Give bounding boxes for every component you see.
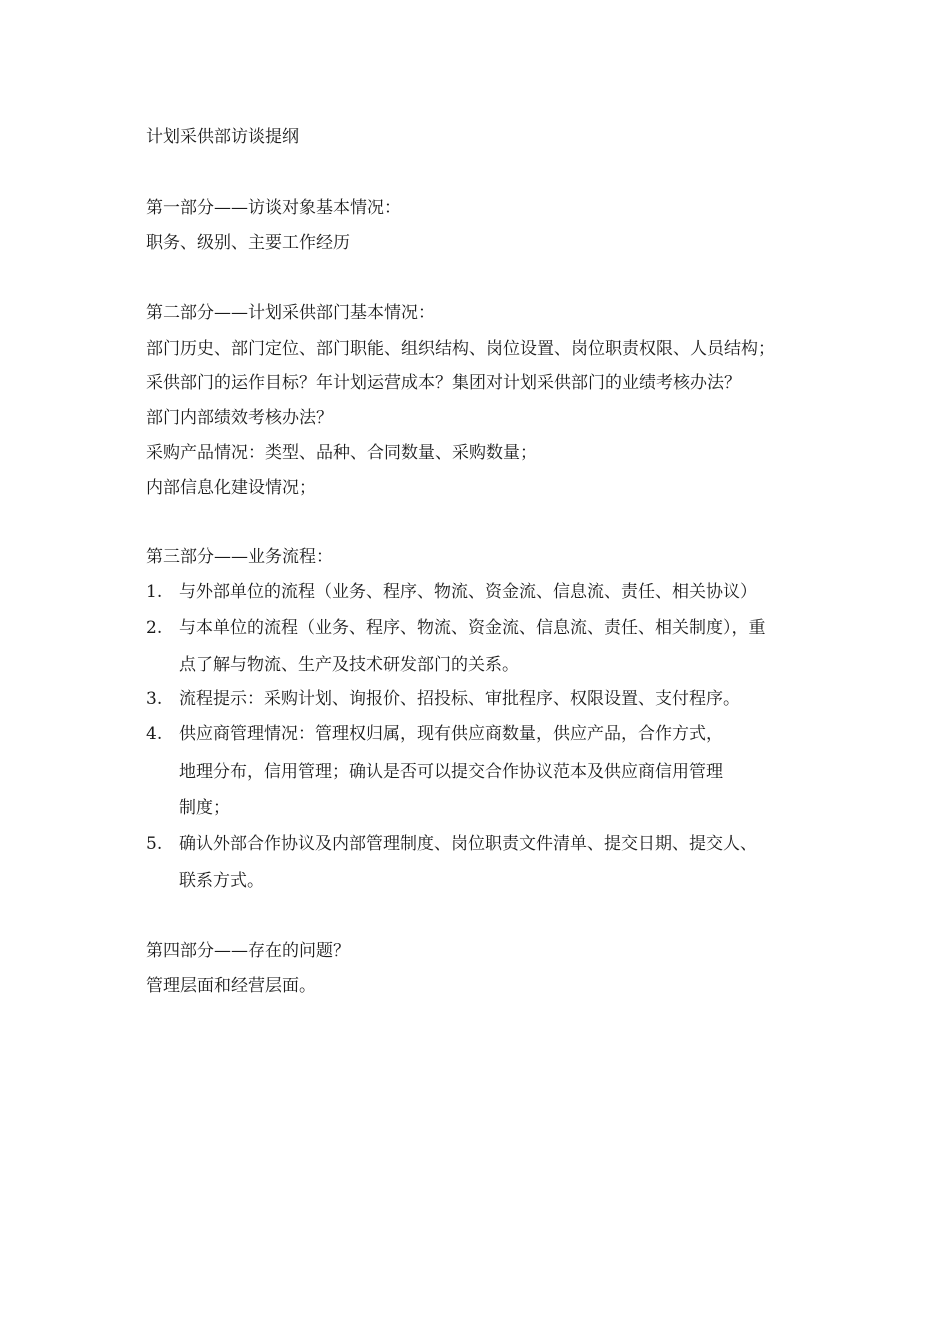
list-item-text: 制度； [179, 798, 230, 818]
list-item-number: 1. [146, 582, 163, 602]
section-2-line: 部门历史、部门定位、部门职能、组织结构、岗位设置、岗位职责权限、人员结构； [146, 339, 775, 359]
list-item-text: 地理分布，信用管理；确认是否可以提交合作协议范本及供应商信用管理 [179, 762, 723, 782]
section-2-heading: 第二部分——计划采供部门基本情况： [146, 303, 435, 323]
section-3-heading: 第三部分——业务流程： [146, 547, 333, 567]
list-item-number: 2. [146, 618, 163, 638]
list-item-text: 联系方式。 [179, 871, 264, 891]
list-item-text: 与本单位的流程（业务、程序、物流、资金流、信息流、责任、相关制度），重 [179, 618, 766, 638]
list-item-number: 5. [146, 834, 163, 854]
list-item-text: 点了解与物流、生产及技术研发部门的关系。 [179, 655, 519, 675]
section-2-line: 采供部门的运作目标？年计划运营成本？集团对计划采供部门的业绩考核办法？ [146, 373, 741, 393]
list-item-text: 流程提示：采购计划、询报价、招投标、审批程序、权限设置、支付程序。 [179, 689, 740, 709]
list-item-number: 3. [146, 689, 163, 709]
list-item-text: 与外部单位的流程（业务、程序、物流、资金流、信息流、责任、相关协议） [179, 582, 757, 602]
section-2-line: 部门内部绩效考核办法？ [146, 408, 333, 428]
list-item-number: 4. [146, 724, 163, 744]
section-2-line: 采购产品情况：类型、品种、合同数量、采购数量； [146, 443, 537, 463]
section-4-heading: 第四部分——存在的问题？ [146, 941, 350, 961]
section-4-line: 管理层面和经营层面。 [146, 976, 316, 996]
list-item-text: 确认外部合作协议及内部管理制度、岗位职责文件清单、提交日期、提交人、 [179, 834, 757, 854]
document-title: 计划采供部访谈提纲 [146, 127, 299, 147]
section-2-line: 内部信息化建设情况； [146, 478, 316, 498]
section-1-heading: 第一部分——访谈对象基本情况： [146, 198, 401, 218]
list-item-text: 供应商管理情况：管理权归属，现有供应商数量，供应产品，合作方式， [179, 724, 723, 744]
section-1-line: 职务、级别、主要工作经历 [146, 233, 350, 253]
